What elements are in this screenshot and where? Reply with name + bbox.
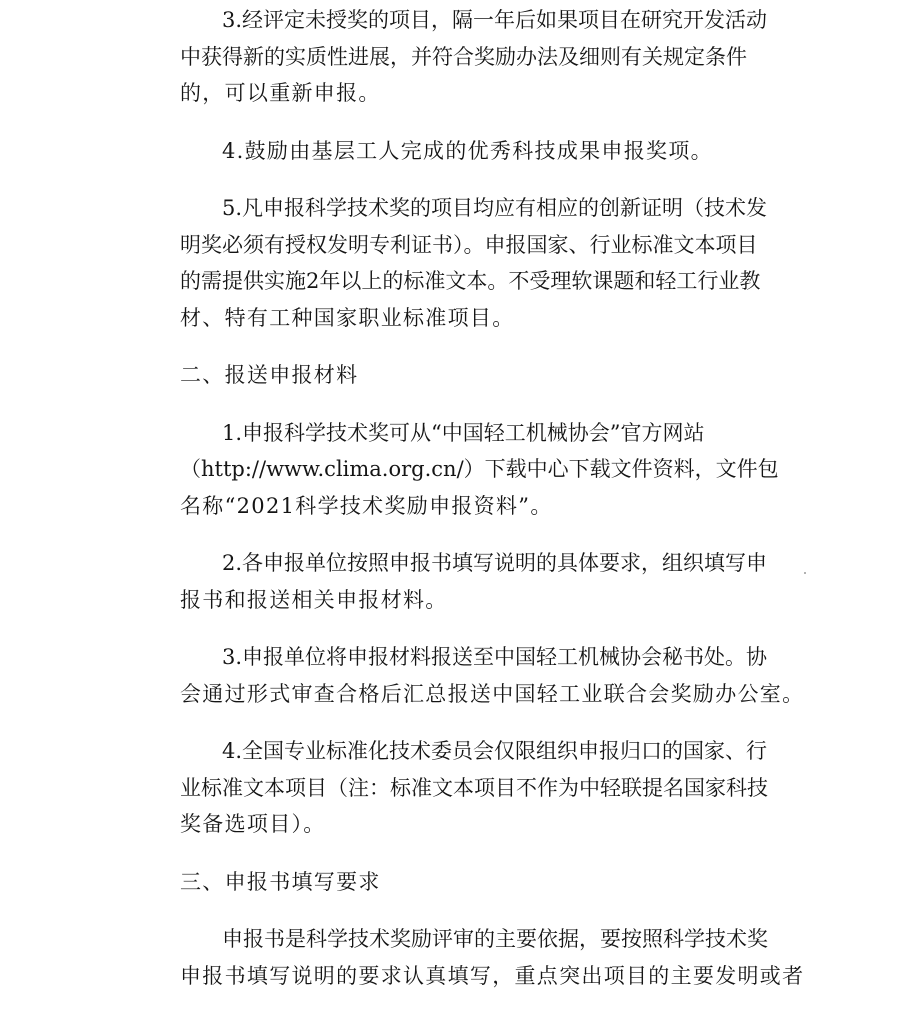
paragraph — [138, 921, 805, 994]
section-heading — [138, 357, 760, 394]
paragraph — [138, 639, 805, 712]
document-body — [138, 2, 805, 1015]
paragraph-line: 奖备选项目）。 — [180, 812, 326, 836]
paragraph — [138, 133, 760, 170]
paragraph-line: 会通过形式审查合格后汇总报送中国轻工业联合会奖励办公室。 — [180, 681, 805, 706]
paragraph-line: 业标准文本项目（注：标准文本项目不作为中轻联提名国家科技 — [180, 775, 768, 800]
paragraph — [138, 545, 768, 618]
heading-text: 二、报送申报材料 — [180, 363, 359, 387]
paragraph-line: 3.经评定未授奖的项目，隔一年后如果项目在研究开发活动 — [222, 8, 768, 32]
paragraph-line: 的，可以重新申报。 — [180, 81, 381, 105]
paragraph — [138, 190, 768, 336]
paragraph-line: 1.申报科学技术奖可从“中国轻工机械协会”官方网站 — [222, 420, 705, 445]
paragraph-line: 4.鼓励由基层工人完成的优秀科技成果申报奖项。 — [222, 138, 713, 163]
paragraph-line: （http://www.clima.org.cn/）下载中心下载文件资料，文件包 — [180, 457, 779, 481]
paragraph-line: 3.申报单位将申报材料报送至中国轻工机械协会秘书处。协 — [222, 645, 768, 669]
paragraph-line: 申报书填写说明的要求认真填写，重点突出项目的主要发明或者 — [180, 963, 805, 988]
paragraph-line: 2.各申报单位按照申报书填写说明的具体要求，组织填写申 — [222, 551, 768, 575]
paragraph-line: 报书和报送相关申报材料。 — [180, 587, 448, 612]
paragraph-line: 5.凡申报科学技术奖的项目均应有相应的创新证明（技术发 — [222, 196, 768, 220]
paragraph — [138, 415, 779, 525]
paragraph-line: 4.全国专业标准化技术委员会仅限组织申报归口的国家、行 — [222, 739, 768, 763]
paragraph-line: 名称“2021科学技术奖励申报资料”。 — [180, 493, 553, 518]
paragraph — [138, 2, 768, 112]
paragraph-line: 材、特有工种国家职业标准项目。 — [180, 305, 515, 330]
scan-speck — [804, 572, 806, 574]
paragraph — [138, 733, 768, 843]
paragraph-line: 的需提供实施2年以上的标准文本。不受理软课题和轻工行业教 — [180, 269, 761, 293]
heading-text: 三、申报书填写要求 — [180, 869, 381, 894]
paragraph-line: 明奖必须有授权发明专利证书）。申报国家、行业标准文本项目 — [180, 232, 758, 257]
section-heading — [138, 864, 760, 901]
paragraph-line: 中获得新的实质性进展，并符合奖励办法及细则有关规定条件 — [180, 44, 747, 69]
paragraph-line: 申报书是科学技术奖励评审的主要依据，要按照科学技术奖 — [222, 927, 768, 951]
